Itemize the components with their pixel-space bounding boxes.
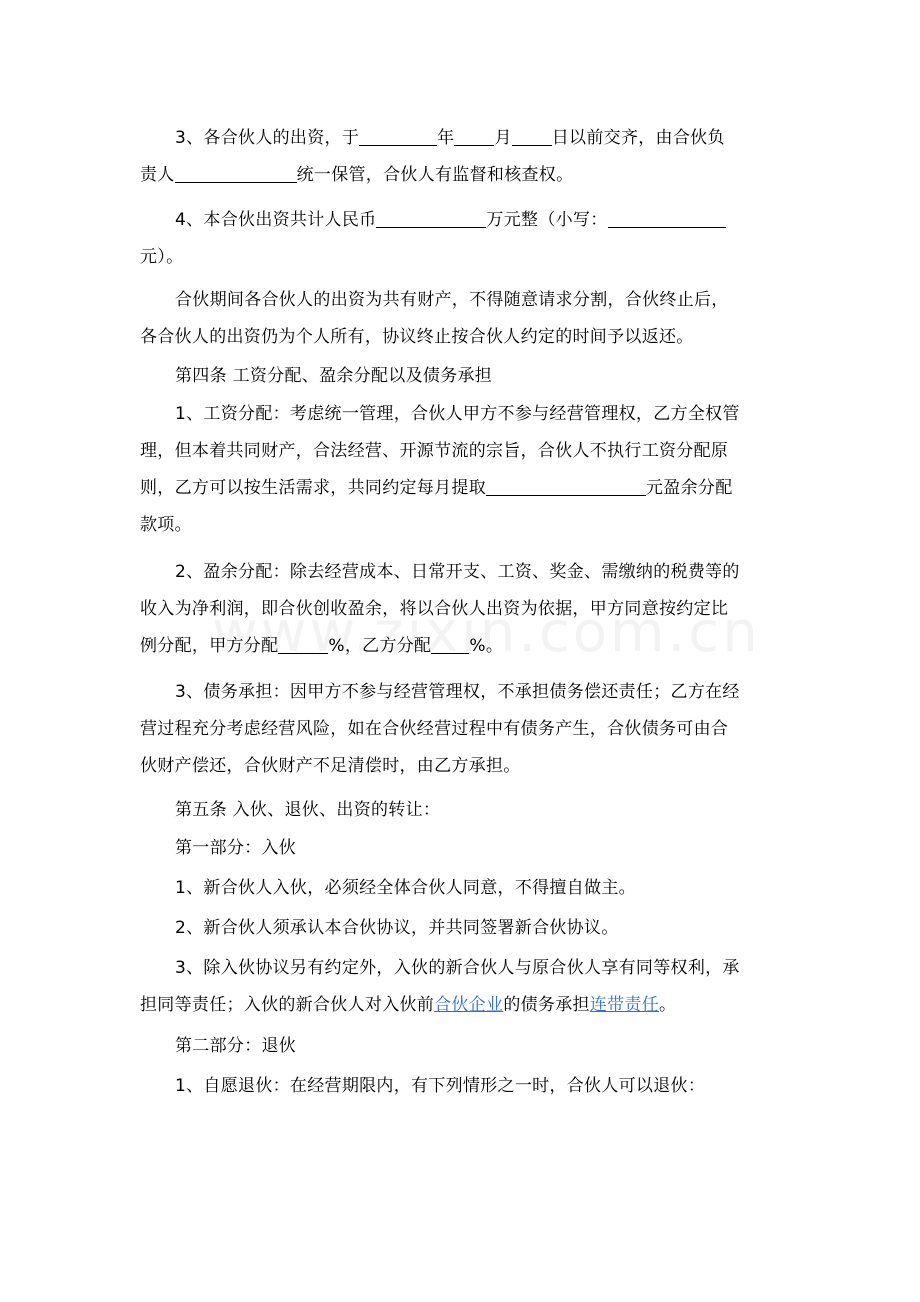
partnership-enterprise-link[interactable]: 合伙企业 [434,995,504,1015]
text: %，乙方分配 [328,636,432,656]
text: 统一保管，合伙人有监督和核查权。 [296,165,574,185]
paragraph-art4-item3 [140,674,790,785]
text: 元盈余分配 [646,478,733,498]
line: 收入为净利润，即合伙创收盈余，将以合伙人出资为依据，甲方同意按约定比 [140,599,729,619]
text: 的债务承担 [503,995,590,1015]
line [140,628,790,665]
text: 月 [494,128,512,148]
blank-monthly-draw [486,475,646,496]
line [140,120,790,157]
text: 责人 [140,165,175,185]
paragraph-part2-item1 [140,1068,790,1105]
paragraph-art4-item1 [140,396,790,544]
text: 4、本合伙出资共计人民币 [175,210,377,230]
line: 1、新合伙人入伙，必须经全体合伙人同意，不得擅自做主。 [175,878,636,898]
part-1-title [140,830,790,867]
line: 款项。 [140,515,192,535]
line: 合伙期间各合伙人的出资为共有财产，不得随意请求分割，合伙终止后， [175,290,729,310]
line: 2、新合伙人须承认本合伙协议，并共同签署新合伙协议。 [175,918,619,938]
article-5-title [140,792,790,829]
blank-year [359,125,437,146]
part-2-title [140,1028,790,1065]
line: 1、自愿退伙：在经营期限内，有下列情形之一时，合伙人可以退伙： [175,1076,706,1096]
line: 营过程充分考虑经营风险，如在合伙经营过程中有债务产生，合伙债务可由合 [140,719,729,739]
text: 。 [659,995,677,1015]
line: 伙财产偿还，合伙财产不足清偿时，由乙方承担。 [140,756,521,776]
paragraph-art3-item4 [140,202,790,276]
text: 日以前交齐，由合伙负 [551,128,725,148]
line: 3、除入伙协议另有约定外，入伙的新合伙人与原合伙人享有同等权利，承 [175,958,740,978]
text: 则，乙方可以按生活需求，共同约定每月提取 [140,478,486,498]
line [140,157,790,194]
paragraph-part1-item1 [140,870,790,907]
line: 1、工资分配：考虑统一管理，合伙人甲方不参与经营管理权，乙方全权管 [175,404,740,424]
line: 各合伙人的出资仍为个人所有，协议终止按合伙人约定的时间予以返还。 [140,327,694,347]
line [140,987,790,1024]
text: 例分配，甲方分配 [140,636,279,656]
article-4-title [140,358,790,395]
paragraph-part1-item2 [140,910,790,947]
line: 元）。 [140,247,184,267]
blank-day [512,125,552,146]
line: 第二部分：退伙 [175,1036,297,1056]
text: 万元整（小写： [486,210,608,230]
blank-amount-figures [608,207,726,228]
blank-party-a-share [278,633,328,654]
line: 2、盈余分配：除去经营成本、日常开支、工资、奖金、需缴纳的税费等的 [175,562,740,582]
text: 年 [437,128,455,148]
blank-manager [175,162,297,183]
paragraph-art3-common [140,282,790,356]
text: 3、各合伙人的出资，于 [175,128,360,148]
line: 3、债务承担：因甲方不参与经营管理权，不承担债务偿还责任；乙方在经 [175,682,740,702]
line [140,202,790,239]
joint-liability-link[interactable]: 连带责任 [589,995,660,1015]
line: 第五条 入伙、退伙、出资的转让： [175,800,441,820]
line: 第四条 工资分配、盈余分配以及债务承担 [175,366,493,386]
paragraph-part1-item3 [140,950,790,1024]
line: 第一部分：入伙 [175,838,297,858]
blank-month [454,125,494,146]
text: 担同等责任；入伙的新合伙人对入伙前 [140,995,435,1015]
line: 理，但本着共同财产，合法经营、开源节流的宗旨，合伙人不执行工资分配原 [140,441,729,461]
blank-party-b-share [431,633,469,654]
text: %。 [469,636,504,656]
paragraph-art3-item3 [140,120,790,194]
paragraph-art4-item2 [140,554,790,665]
line [140,470,790,507]
blank-amount [376,207,486,228]
